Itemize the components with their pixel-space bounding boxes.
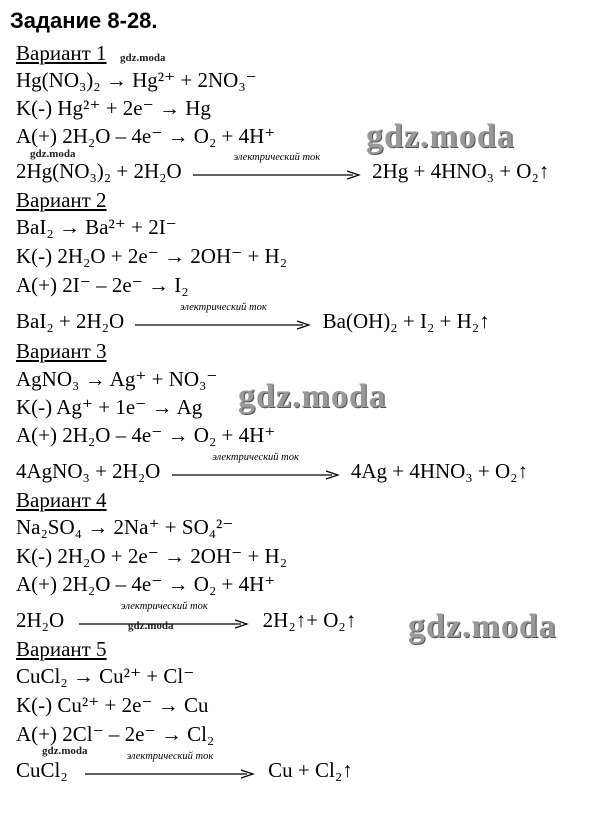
v1-anode: A(+) 2H₂O – 4e⁻ → O₂ + 4H⁺ (16, 124, 276, 148)
variant-2-heading: Вариант 2 (16, 188, 107, 212)
arrow-icon (85, 769, 255, 779)
v1-cathode: K(-) Hg²⁺ + 2e⁻ → Hg (16, 96, 211, 120)
v3-dissociation: AgNO₃ → Ag⁺ + NO₃⁻ (16, 367, 218, 391)
v4-reactants: 2H₂O (16, 608, 65, 632)
v3-cathode: K(-) Ag⁺ + 1e⁻ → Ag (16, 395, 203, 419)
v2-products: Ba(OH)₂ + I₂ + H₂↑ (322, 309, 490, 333)
v5-cathode: K(-) Cu²⁺ + 2e⁻ → Cu (16, 693, 209, 717)
v5-reactants: CuCl₂ (16, 758, 68, 782)
arrow-label: электрический ток (212, 452, 299, 464)
task-title: Задание 8-28. (10, 8, 158, 33)
v2-overall (16, 302, 490, 336)
v2-anode: A(+) 2I⁻ – 2e⁻ → I₂ (16, 273, 189, 297)
v1-products: 2Hg + 4HNO₃ + O₂↑ (372, 159, 550, 183)
v3-anode: A(+) 2H₂O – 4e⁻ → O₂ + 4H⁺ (16, 423, 276, 447)
v4-dissociation: Na₂SO₄ → 2Na⁺ + SO₄²⁻ (16, 515, 234, 539)
variant-5-heading: Вариант 5 (16, 637, 107, 661)
arrow-label: электрический ток (180, 302, 267, 314)
v5-dissociation: CuCl₂ → Cu²⁺ + Cl⁻ (16, 664, 195, 688)
watermark-large: gdz.moda (366, 118, 515, 155)
v1-reactants: 2Hg(NO₃)₂ + 2H₂O (16, 159, 182, 183)
arrow-icon (172, 470, 340, 480)
arrow-icon (135, 320, 311, 330)
variant-1-heading: Вариант 1 (16, 41, 107, 65)
v2-cathode: K(-) 2H₂O + 2e⁻ → 2OH⁻ + H₂ (16, 244, 288, 268)
v4-products: 2H₂↑+ O₂↑ (262, 608, 357, 632)
v1-electrolysis-arrow (193, 152, 361, 186)
arrow-icon (193, 170, 361, 180)
v2-reactants: BaI₂ + 2H₂O (16, 309, 125, 333)
v5-anode: A(+) 2Cl⁻ – 2e⁻ → Cl₂ (16, 722, 215, 746)
watermark-small: gdz.moda (30, 148, 76, 160)
v2-dissociation: BaI₂ → Ba²⁺ + 2I⁻ (16, 215, 177, 239)
v3-products: 4Ag + 4HNO₃ + O₂↑ (350, 459, 528, 483)
v5-electrolysis-arrow (85, 751, 255, 785)
watermark-small: gdz.moda (120, 52, 166, 64)
v2-electrolysis-arrow (135, 302, 311, 336)
watermark-large: gdz.moda (238, 378, 387, 415)
watermark-small: gdz.moda (128, 620, 174, 632)
v3-reactants: 4AgNO₃ + 2H₂O (16, 459, 161, 483)
variant-3-heading: Вариант 3 (16, 339, 107, 363)
arrow-label: электрический ток (126, 751, 214, 763)
v4-cathode: K(-) 2H₂O + 2e⁻ → 2OH⁻ + H₂ (16, 544, 288, 568)
v3-overall (16, 452, 528, 486)
watermark-large: gdz.moda (408, 608, 557, 645)
v3-electrolysis-arrow (172, 452, 340, 486)
v4-anode: A(+) 2H₂O – 4e⁻ → O₂ + 4H⁺ (16, 572, 276, 596)
v1-dissociation: Hg(NO₃)₂ → Hg²⁺ + 2NO₃⁻ (16, 68, 257, 92)
arrow-label: электрический ток (121, 601, 208, 613)
arrow-label: электрический ток (233, 152, 321, 164)
v5-products: Cu + Cl₂↑ (268, 758, 353, 782)
v4-overall (16, 601, 357, 635)
watermark-small: gdz.moda (42, 745, 88, 757)
variant-4-heading: Вариант 4 (16, 488, 107, 512)
